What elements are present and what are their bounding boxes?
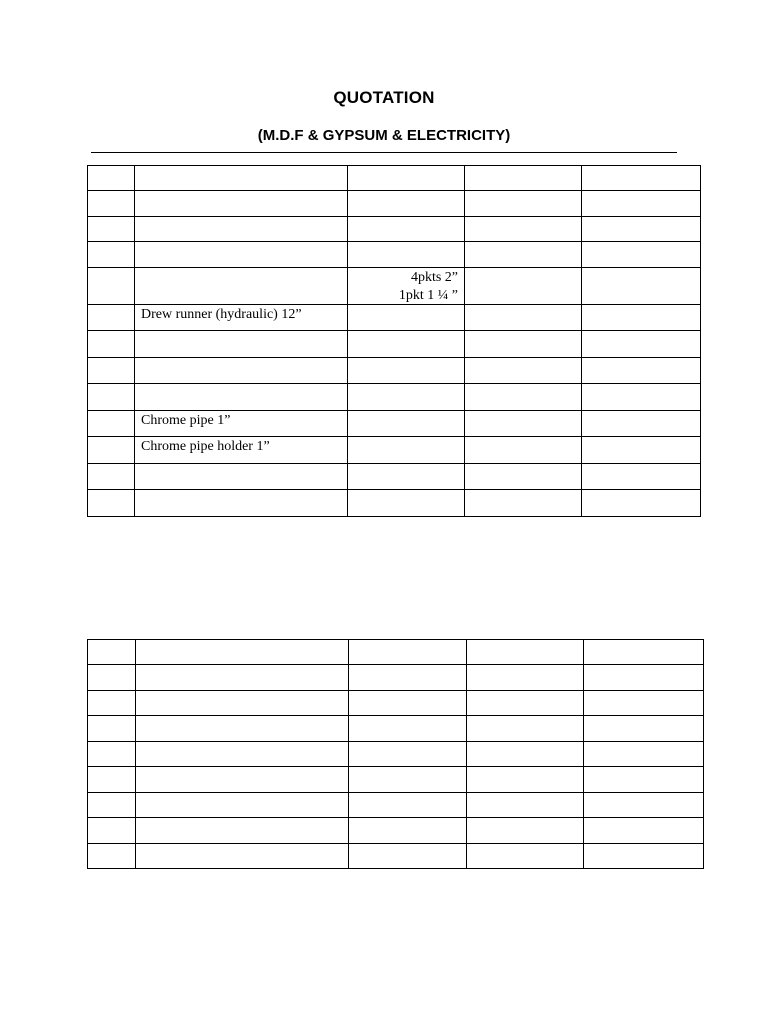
- cell-amount: [584, 640, 704, 665]
- table-row: [88, 490, 701, 517]
- description-text: [135, 384, 347, 385]
- cell-number: [88, 767, 136, 793]
- cell-unit-price: [467, 767, 584, 793]
- quantity-text: 1pkt 1 ¼ ”: [398, 288, 458, 303]
- cell-amount: [582, 217, 701, 242]
- cell-description: [136, 665, 349, 691]
- cell-quantity: [349, 716, 467, 742]
- description-text: [136, 716, 348, 717]
- description-text: [135, 166, 347, 167]
- cell-unit-price: [465, 331, 582, 358]
- table-row: [88, 716, 704, 742]
- description-text: [136, 767, 348, 768]
- cell-description: [135, 358, 348, 384]
- cell-number: [88, 464, 135, 490]
- cell-unit-price: [465, 217, 582, 242]
- cell-quantity: [348, 217, 465, 242]
- table-row: [88, 767, 704, 793]
- table-row: [88, 691, 704, 716]
- cell-amount: [582, 268, 701, 305]
- description-text: [136, 844, 348, 845]
- cell-unit-price: [465, 384, 582, 411]
- quantity-text: [348, 465, 464, 466]
- cell-unit-price: [465, 464, 582, 490]
- table-row: [88, 742, 704, 767]
- cell-description: [135, 305, 348, 331]
- cell-description: [135, 490, 348, 517]
- cell-unit-price: [465, 358, 582, 384]
- quotation-table-1: [87, 165, 701, 517]
- cell-amount: [582, 464, 701, 490]
- cell-quantity: [349, 818, 467, 844]
- cell-quantity: [349, 691, 467, 716]
- title-underline: [91, 152, 677, 153]
- cell-description: [135, 166, 348, 191]
- cell-unit-price: [467, 716, 584, 742]
- cell-description: [136, 767, 349, 793]
- cell-quantity: [348, 384, 465, 411]
- cell-amount: [584, 767, 704, 793]
- cell-amount: [582, 331, 701, 358]
- description-text: [135, 331, 347, 332]
- table-row: [88, 166, 701, 191]
- cell-number: [88, 437, 135, 464]
- description-text: [135, 358, 347, 359]
- quantity-text: [348, 332, 464, 333]
- quotation-table-2: [87, 639, 704, 869]
- cell-amount: [584, 818, 704, 844]
- cell-unit-price: [467, 844, 584, 869]
- cell-number: [88, 268, 135, 305]
- cell-number: [88, 665, 136, 691]
- cell-quantity: [349, 665, 467, 691]
- description-text: [135, 217, 347, 218]
- cell-amount: [584, 793, 704, 818]
- table-row: [88, 665, 704, 691]
- cell-number: [88, 818, 136, 844]
- document-title: QUOTATION: [333, 88, 435, 107]
- cell-quantity: [349, 767, 467, 793]
- cell-quantity: [349, 793, 467, 818]
- cell-number: [88, 742, 136, 767]
- cell-amount: [584, 716, 704, 742]
- cell-amount: [582, 411, 701, 437]
- description-text: Chrome pipe holder 1”: [141, 439, 270, 454]
- description-text: [136, 742, 348, 743]
- cell-quantity: [348, 437, 465, 464]
- description-text: [136, 793, 348, 794]
- table-row: [88, 844, 704, 869]
- table-row: [88, 818, 704, 844]
- cell-number: [88, 716, 136, 742]
- cell-quantity: [348, 358, 465, 384]
- cell-number: [88, 691, 136, 716]
- cell-amount: [582, 358, 701, 384]
- cell-number: [88, 305, 135, 331]
- cell-number: [88, 793, 136, 818]
- cell-unit-price: [465, 268, 582, 305]
- cell-quantity: [348, 268, 465, 305]
- cell-amount: [582, 191, 701, 217]
- cell-description: [136, 844, 349, 869]
- cell-number: [88, 331, 135, 358]
- cell-unit-price: [465, 166, 582, 191]
- description-text: [136, 691, 348, 692]
- table-row: [88, 437, 701, 464]
- cell-amount: [582, 384, 701, 411]
- cell-unit-price: [467, 742, 584, 767]
- quantity-text: [348, 385, 464, 386]
- cell-amount: [582, 242, 701, 268]
- cell-quantity: [349, 844, 467, 869]
- table-row: [88, 242, 701, 268]
- cell-description: [136, 793, 349, 818]
- cell-amount: [584, 742, 704, 767]
- cell-description: [135, 437, 348, 464]
- cell-description: [136, 742, 349, 767]
- table-row: [88, 464, 701, 490]
- cell-quantity: [348, 191, 465, 217]
- quantity-text: [348, 218, 464, 219]
- description-text: [136, 640, 348, 641]
- quantity-text: [348, 306, 464, 307]
- table-row: [88, 640, 704, 665]
- cell-number: [88, 384, 135, 411]
- table-row: [88, 305, 701, 331]
- cell-description: [136, 716, 349, 742]
- cell-unit-price: [467, 691, 584, 716]
- table-row: [88, 191, 701, 217]
- table-row: [88, 384, 701, 411]
- quantity-text: [348, 438, 464, 439]
- cell-description: [135, 411, 348, 437]
- cell-description: [135, 268, 348, 305]
- cell-amount: [582, 305, 701, 331]
- document-subtitle: (M.D.F & GYPSUM & ELECTRICITY): [257, 127, 511, 144]
- quantity-text: [348, 412, 464, 413]
- cell-description: [135, 464, 348, 490]
- quantity-text: [348, 359, 464, 360]
- cell-quantity: [348, 411, 465, 437]
- cell-unit-price: [465, 411, 582, 437]
- cell-quantity: [349, 742, 467, 767]
- quantity-text: [348, 192, 464, 193]
- description-text: Chrome pipe 1”: [141, 413, 231, 428]
- table-row: [88, 217, 701, 242]
- cell-description: [135, 191, 348, 217]
- cell-number: [88, 640, 136, 665]
- table-row: [88, 268, 701, 305]
- description-text: [135, 490, 347, 491]
- cell-unit-price: [467, 818, 584, 844]
- description-text: [136, 818, 348, 819]
- cell-quantity: [348, 305, 465, 331]
- cell-unit-price: [467, 793, 584, 818]
- description-text: [135, 242, 347, 243]
- cell-amount: [584, 844, 704, 869]
- cell-unit-price: [465, 490, 582, 517]
- cell-number: [88, 844, 136, 869]
- cell-number: [88, 217, 135, 242]
- cell-number: [88, 242, 135, 268]
- cell-amount: [582, 490, 701, 517]
- cell-description: [136, 818, 349, 844]
- cell-number: [88, 411, 135, 437]
- cell-unit-price: [465, 191, 582, 217]
- description-text: [135, 268, 347, 269]
- cell-unit-price: [465, 305, 582, 331]
- quantity-text: [348, 491, 464, 492]
- cell-quantity: [348, 331, 465, 358]
- cell-amount: [584, 665, 704, 691]
- cell-quantity: [348, 464, 465, 490]
- cell-number: [88, 166, 135, 191]
- cell-unit-price: [467, 640, 584, 665]
- quantity-text: 4pkts 2”: [410, 270, 458, 285]
- table-row: [88, 793, 704, 818]
- cell-unit-price: [465, 242, 582, 268]
- cell-quantity: [348, 490, 465, 517]
- cell-number: [88, 490, 135, 517]
- table-row: [88, 331, 701, 358]
- quantity-text: [348, 243, 464, 244]
- cell-unit-price: [467, 665, 584, 691]
- description-text: [135, 191, 347, 192]
- quantity-text: [348, 167, 464, 168]
- description-text: [135, 464, 347, 465]
- table-row: [88, 411, 701, 437]
- cell-quantity: [348, 166, 465, 191]
- cell-description: [135, 242, 348, 268]
- cell-unit-price: [465, 437, 582, 464]
- cell-quantity: [348, 242, 465, 268]
- description-text: Drew runner (hydraulic) 12”: [141, 307, 302, 322]
- table-row: [88, 358, 701, 384]
- cell-amount: [584, 691, 704, 716]
- cell-quantity: [349, 640, 467, 665]
- cell-description: [136, 691, 349, 716]
- cell-description: [135, 331, 348, 358]
- cell-amount: [582, 166, 701, 191]
- cell-description: [135, 384, 348, 411]
- cell-description: [135, 217, 348, 242]
- cell-amount: [582, 437, 701, 464]
- cell-number: [88, 358, 135, 384]
- cell-number: [88, 191, 135, 217]
- description-text: [136, 665, 348, 666]
- cell-description: [136, 640, 349, 665]
